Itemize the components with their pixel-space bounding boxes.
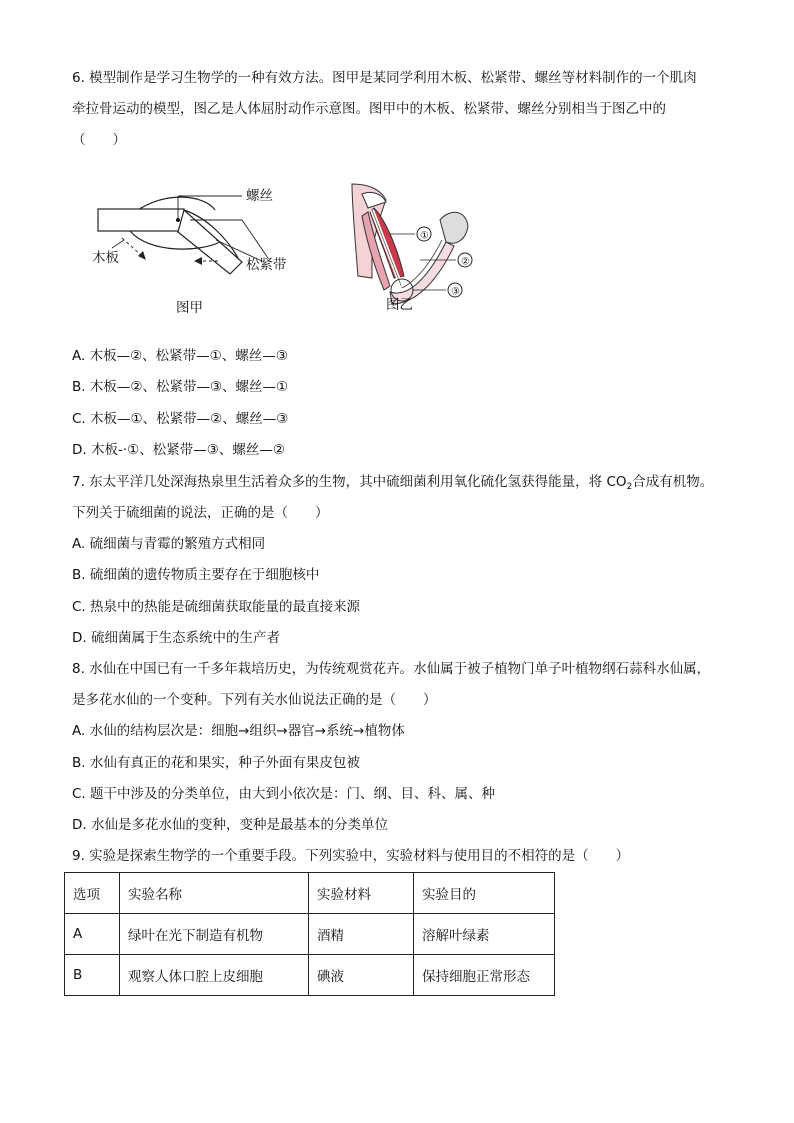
label-band: 松紧带	[246, 257, 287, 273]
label-screw: 螺丝	[246, 188, 273, 204]
q6-stem-line1: 6. 模型制作是学习生物学的一种有效方法。图甲是某同学利用木板、松紧带、螺丝等材料制作的一个肌肉	[72, 70, 697, 86]
caption-figure-b: 图乙	[386, 297, 413, 313]
q7-option-d[interactable]: D. 硫细菌属于生态系统中的生产者	[72, 630, 280, 646]
q6-stem-line2: 牵拉骨运动的模型，图乙是人体屈肘动作示意图。图甲中的木板、松紧带、螺丝分别相当于图乙中的	[72, 101, 666, 117]
q8-stem-line2: 是多花水仙的一个变种。下列有关水仙说法正确的是（ ）	[72, 692, 437, 708]
q6-figure	[90, 180, 470, 320]
table-cell: A	[65, 914, 120, 955]
q6-option-d[interactable]: D. 木板-·①、松紧带—③、螺丝—②	[72, 442, 285, 458]
q9-stem-line1: 9. 实验是探索生物学的一个重要手段。下列实验中，实验材料与使用目的不相符的是（ ）	[72, 848, 630, 864]
caption-figure-a: 图甲	[176, 300, 203, 316]
co2-subscript: 2	[626, 482, 633, 492]
q6-option-a[interactable]: A. 木板—②、松紧带—①、螺丝—③	[72, 348, 288, 364]
table-header-cell: 实验名称	[120, 873, 309, 914]
q8-option-d[interactable]: D. 水仙是多花水仙的变种，变种是最基本的分类单位	[72, 817, 388, 833]
table-cell: 观察人体口腔上皮细胞	[120, 955, 309, 996]
table-header-cell: 实验材料	[309, 873, 414, 914]
figure-a-model	[98, 196, 268, 274]
q8-option-b[interactable]: B. 水仙有真正的花和果实，种子外面有果皮包被	[72, 755, 360, 771]
marker-2: ②	[461, 256, 470, 268]
q7-stem-line1: 7. 东太平洋几处深海热泉里生活着众多的生物，其中硫细菌利用氧化硫化氢获得能量，将 $CO_2$合成有机物。	[72, 474, 714, 492]
label-board: 木板	[92, 250, 119, 266]
table-header-cell: 实验目的	[414, 873, 555, 914]
table-cell: 酒精	[309, 914, 414, 955]
table-row	[65, 914, 555, 955]
table-cell: 绿叶在光下制造有机物	[120, 914, 309, 955]
q7-stem-line2: 下列关于硫细菌的说法，正确的是（ ）	[72, 505, 329, 521]
q9-experiment-table	[64, 872, 555, 996]
hand	[440, 212, 468, 243]
q6-option-b[interactable]: B. 木板—②、松紧带—③、螺丝—①	[72, 379, 289, 395]
table-header-cell: 选项	[65, 873, 120, 914]
q6-answer-blank: （ ）	[72, 132, 126, 148]
table-header-row	[65, 873, 555, 914]
board-upper	[98, 209, 184, 231]
table-cell: 溶解叶绿素	[414, 914, 555, 955]
q6-option-c[interactable]: C. 木板—①、松紧带—②、螺丝—③	[72, 411, 289, 427]
q7-option-c[interactable]: C. 热泉中的热能是硫细菌获取能量的最直接来源	[72, 599, 361, 615]
table-cell: 保持细胞正常形态	[414, 955, 555, 996]
marker-3: ③	[451, 286, 460, 298]
q8-stem-line1: 8. 水仙在中国已有一千多年栽培历史，为传统观赏花卉。水仙属于被子植物门单子叶植物纲石蒜科水仙属，	[72, 661, 711, 677]
q8-option-a[interactable]: A. 水仙的结构层次是：细胞→组织→器官→系统→植物体	[72, 723, 405, 739]
q7-option-a[interactable]: A. 硫细菌与青霉的繁殖方式相同	[72, 536, 266, 552]
q8-option-c[interactable]: C. 题干中涉及的分类单位，由大到小依次是：门、纲、目、科、属、种	[72, 786, 496, 802]
marker-1: ①	[420, 230, 429, 242]
table-cell: B	[65, 955, 120, 996]
table-row	[65, 955, 555, 996]
table-cell: 碘液	[309, 955, 414, 996]
q7-option-b[interactable]: B. 硫细菌的遗传物质主要存在于细胞核中	[72, 567, 320, 583]
